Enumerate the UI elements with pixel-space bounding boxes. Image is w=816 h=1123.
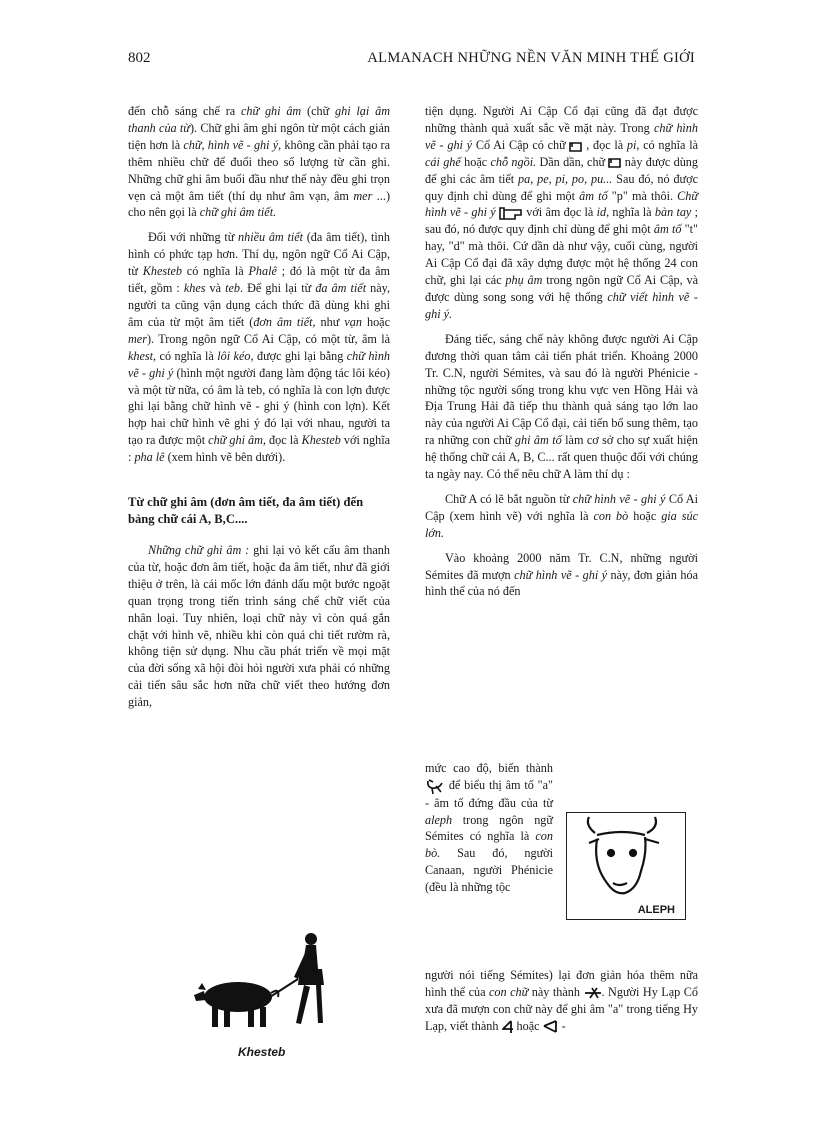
ox-head-glyph-icon bbox=[425, 778, 445, 795]
stool-glyph-icon bbox=[569, 141, 582, 152]
running-title: ALMANACH NHỮNG NỀN VĂN MINH THẾ GIỚI bbox=[367, 50, 695, 66]
page-number: 802 bbox=[128, 50, 151, 66]
pig-icon bbox=[194, 982, 278, 1027]
right-paragraph-4-end: người nói tiếng Sémites) lại đơn giản hóa thêm nữa hình thể của con chữ này thành . Người Hy Lạp Cổ xưa đã mượn con chữ này để ghi âm "a" trong tiếng Hy Lạp, viết thành hoặc - bbox=[425, 968, 698, 1033]
khesteb-figure bbox=[190, 925, 350, 1035]
man-pulling-icon bbox=[294, 933, 324, 1024]
right-paragraph-3: Chữ A có lẽ bắt nguồn từ chữ hình vẽ - ghi ý Cổ Ai Cập (xem hình vẽ) với nghĩa là con bò hoặc gia súc lớn. bbox=[425, 491, 698, 540]
hand-glyph-icon bbox=[499, 207, 523, 220]
aleph-label: ALEPH bbox=[637, 904, 675, 916]
left-column bbox=[128, 103, 390, 719]
left-paragraph-3: Những chữ ghi âm : ghi lại vỏ kết cấu âm thanh của từ, hoặc đơn âm tiết, hoặc đa âm tiết, như đã giới thiệu ở trên, là cái mốc lớn đánh dấu một bước ngoặt quan trọng trong tiến trình sáng chế chữ viết của nhân loại. Tuy nhiên, loại chữ này vì còn quá gắn chặt với hình vẽ, nhiều khi còn quá chi tiết rườm rà, không tiện sử dụng. Nhu cầu phát triển về mọi mặt của đời sống xã hội đòi hỏi người xưa phải có những cải tiến sâu sắc hơn nữa chữ viết theo hướng đơn giản, bbox=[128, 543, 390, 710]
right-paragraph-4-start: Vào khoảng 2000 năm Tr. C.N, những người Sémites đã mượn chữ hình vẽ - ghi ý này, đơn giản hóa hình thể của nó đến bbox=[425, 550, 698, 599]
aleph-figure bbox=[566, 812, 686, 920]
page-header bbox=[128, 50, 695, 74]
alpha-variant-glyph-icon bbox=[543, 1020, 559, 1033]
alpha-glyph-icon bbox=[502, 1020, 514, 1034]
left-paragraph-2: Đối với những từ nhiều âm tiết (đa âm tiết), tình hình có phức tạp hơn. Thí dụ, ngôn ngữ Cổ Ai Cập, từ Khesteb có nghĩa là Phalê ; đó là một từ đa âm tiết, gồm : khes và teb. Để ghi lại từ đa âm tiết này, người ta cũng vận dụng cách thức đã dùng khi ghi âm của từ một âm tiết (đơn âm tiết, như vạn hoặc mer). Trong ngôn ngữ Cổ Ai Cập, có một từ, âm là khest, có nghĩa là lôi kéo, được ghi lại bằng chữ hình vẽ - ghi ý (hình một người đang làm động tác lôi kéo) và một từ nữa, có âm là teb, có nghĩa là con lợn được ghi lại bằng chữ hình vẽ - ghi ý (hình con lợn). Kết hợp hai chữ hình vẽ ghi ý đó lại với nhau, người ta tạo ra được một chữ ghi âm, đọc là Khesteb với nghĩa : pha lê (xem hình vẽ bên dưới). bbox=[128, 230, 391, 465]
right-paragraph-2: Đáng tiếc, sáng chế này không được người Ai Cập đương thời quan tâm cải tiến phát triển. Khoảng 2000 Tr. C.N, người Sémites, và sau đó là người Phénicie - những tộc người sống trong khu vực ven Hồng Hải và Địa Trung Hải đã tiếp thu thành quả sáng tạo lớn lao này của người Ai Cập Cổ đại, cải tiến bổ sung thêm, tạo ra những con chữ ghi âm tố làm cơ sở cho sự xuất hiện hệ thống chữ cái A, B, C... rất quen thuộc đối với chúng ta ngày nay. Có thể nêu chữ A làm thí dụ : bbox=[425, 331, 699, 482]
section-heading: Từ chữ ghi âm (đơn âm tiết, đa âm tiết) đến bảng chữ cái A, B,C.... bbox=[128, 495, 364, 527]
left-paragraph-1: đến chỗ sáng chế ra chữ ghi âm (chữ ghi lại âm thanh của từ). Chữ ghi âm ghi ngôn từ một cách giản tiện hơn là chữ, hình vẽ - ghi ý, không cần phải tạo ra thêm nhiều chữ để đuổi theo số lượng từ cần ghi. Những chữ ghi âm buổi đầu như thế này đều ghi trọn vẹn cả một âm tiết (thí dụ như âm vạn, âm mer ...) cho nên gọi là chữ ghi âm tiết. bbox=[128, 104, 390, 220]
stool-glyph-icon bbox=[608, 157, 621, 168]
right-paragraph-1: tiện dụng. Người Ai Cập Cổ đại cũng đã đạt được những thành quả xuất sắc về mặt này. Trong chữ hình vẽ - ghi ý Cổ Ai Cập có chữ , đọc là pi, có nghĩa là cái ghế hoặc chỗ ngồi. Dần dần, chữ này được dùng để ghi các âm tiết pa, pe, pi, po, pu... Sau đó, nó được quy định chỉ dùng để ghi một âm tố "p" mà thôi. Chữ hình vẽ - ghi ý với âm đọc là id, nghĩa là bàn tay ; sau đó, nó được quy định chỉ dùng để ghi một âm tố "t" hay, "d" mà thôi. Cứ dần dà như vậy, cuối cùng, người Ai Cập Cổ đại đã xây dựng được một hệ thống 24 con chữ, ghi lại các phụ âm trong ngôn ngữ Cổ Ai Cập, và được dùng song song với hệ thống chữ viết hình vẽ - ghi ý. bbox=[425, 104, 699, 321]
aleph-glyph-icon bbox=[584, 987, 602, 999]
right-wrap-text: mức cao độ, biến thành để biểu thị âm tố "a" - âm tố đứng đầu của từ aleph trong ngôn ngữ Sémites có nghĩa là con bò. Sau đó, người Canaan, người Phénicie (đều là những tộc bbox=[425, 761, 553, 895]
right-column bbox=[425, 103, 698, 600]
rope-line bbox=[270, 979, 298, 997]
figure-caption: Khesteb bbox=[238, 1045, 286, 1059]
